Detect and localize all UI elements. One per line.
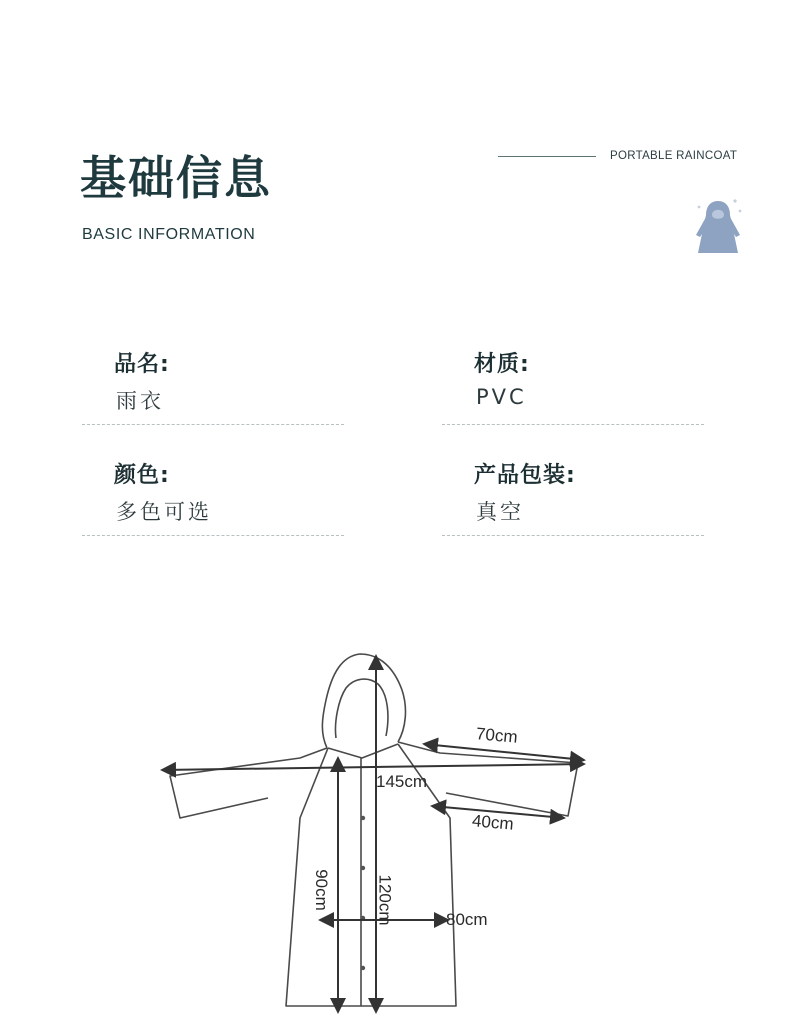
product-name-label: 品名: (114, 352, 170, 377)
packaging-value: 真空 (476, 500, 524, 524)
color-label: 颜色: (114, 463, 170, 488)
product-name-value: 雨衣 (116, 389, 164, 413)
dashed-divider (442, 535, 704, 536)
product-tagline: PORTABLE RAINCOAT (610, 150, 738, 162)
raincoat-icon (690, 193, 746, 263)
total-width-label: 145cm (376, 772, 428, 791)
hem-width-label: 80cm (446, 910, 488, 929)
raincoat-outline (150, 628, 610, 1035)
dashed-divider (442, 424, 704, 425)
decorative-divider (498, 156, 596, 157)
sleeve-opening-label: 40cm (471, 811, 515, 834)
packaging-label: 产品包装: (474, 463, 576, 488)
material-label: 材质: (474, 352, 530, 377)
sleeve-length-label: 70cm (475, 724, 519, 747)
body-length-label: 90cm (311, 869, 331, 911)
size-diagram (150, 628, 610, 1035)
page-subtitle: BASIC INFORMATION (82, 226, 256, 243)
page-title: 基础信息 (80, 151, 272, 205)
material-value: PVC (476, 385, 527, 409)
dashed-divider (82, 535, 344, 536)
total-length-label: 120cm (375, 874, 395, 926)
color-value: 多色可选 (116, 500, 212, 524)
dashed-divider (82, 424, 344, 425)
